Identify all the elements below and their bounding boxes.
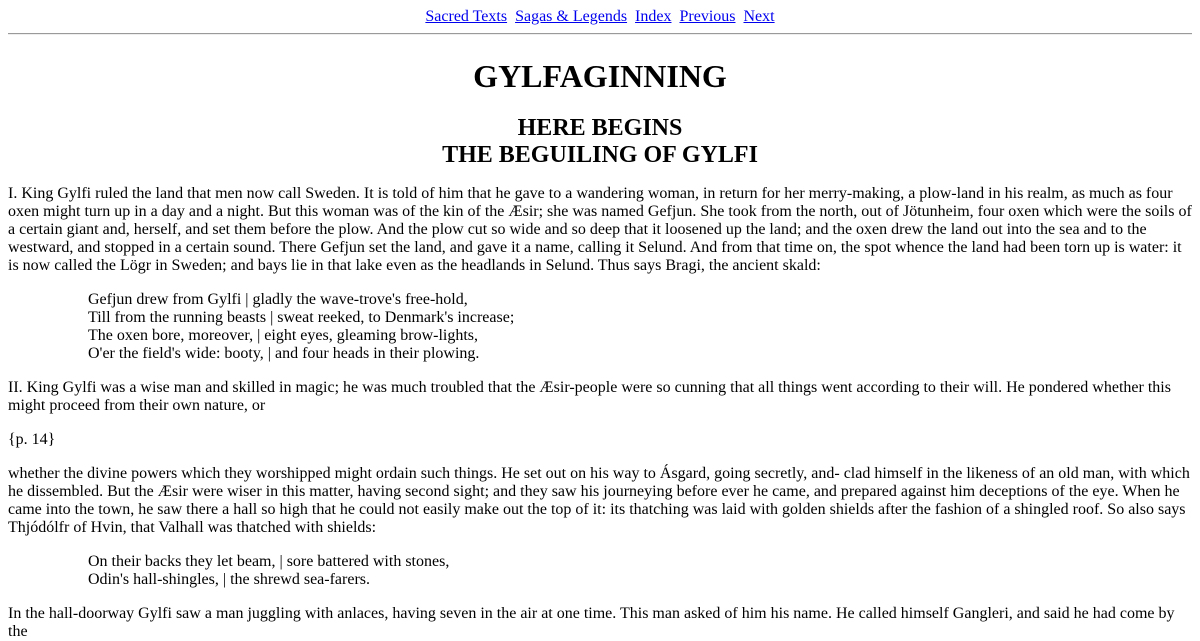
section-heading — [8, 115, 1192, 169]
nav-link-sagas-legends[interactable]: Sagas & Legends — [515, 8, 628, 25]
nav-link-previous[interactable]: Previous — [679, 8, 736, 25]
horizontal-divider — [8, 33, 1192, 35]
verse-block-bragi — [88, 291, 1192, 363]
verse-line: The oxen bore, moreover, | eight eyes, gleaming brow-lights, — [88, 327, 479, 344]
section-heading-line-1: HERE BEGINS — [517, 115, 683, 141]
nav-link-next[interactable]: Next — [743, 8, 775, 25]
verse-block-thjodolfr — [88, 553, 1192, 589]
paragraph-hall-doorway: In the hall-doorway Gylfi saw a man juggling with anlaces, having seven in the air at one time. This man asked of him his name. He called himself Gangleri, and said he had come by the — [8, 605, 1175, 640]
page-title: GYLFAGINNING — [473, 58, 727, 94]
top-navigation — [8, 0, 1192, 27]
verse-line: Gefjun drew from Gylfi | gladly the wave-trove's free-hold, — [88, 291, 468, 308]
verse-line: Odin's hall-shingles, | the shrewd sea-farers. — [88, 571, 371, 588]
verse-line: O'er the field's wide: booty, | and four heads in their plowing. — [88, 345, 480, 362]
paragraph-chapter-2: II. King Gylfi was a wise man and skilled in magic; he was much troubled that the Æsir-people were so cunning that all things went according to their will. He pondered whether this might proceed from their own nature, or — [8, 379, 1171, 414]
paragraph-chapter-1: I. King Gylfi ruled the land that men now call Sweden. It is told of him that he gave to a wandering woman, in return for her merry-making, a plow-land in his realm, as much as four oxen might turn up in a day and a night. But this woman was of the kin of the Æsir; she was named Gefjun. She took from the north, out of Jötunheim, four oxen which were the soils of a certain giant and, herself, and set them before the plow. And the plow cut so wide and so deep that it loosened up the land; and the oxen drew the land out into the sea and to the westward, and stopped in a certain sound. There Gefjun set the land, and gave it a name, calling it Selund. And from that time on, the spot whence the land had been torn up is water: it is now called the Lögr in Sweden; and bays lie in that lake even as the headlands in Selund. Thus says Bragi, the ancient skald: — [8, 185, 1192, 274]
page-number-marker: {p. 14} — [8, 431, 56, 448]
section-heading-line-2: THE BEGUILING OF GYLFI — [442, 142, 758, 168]
nav-link-index[interactable]: Index — [635, 8, 672, 25]
verse-line: Till from the running beasts | sweat reeked, to Denmark's increase; — [88, 309, 515, 326]
nav-link-sacred-texts[interactable]: Sacred Texts — [425, 8, 508, 25]
verse-line: On their backs they let beam, | sore battered with stones, — [88, 553, 450, 570]
paragraph-chapter-2-continued: whether the divine powers which they worshipped might ordain such things. He set out on his way to Ásgard, going secretly, and- clad himself in the likeness of an old man, with which he dissembled. But the Æsir were wiser in this matter, having second sight; and they saw his journeying before ever he came, and prepared against him deceptions of the eye. When he came into the town, he saw there a hall so high that he could not easily make out the top of it: its thatching was laid with golden shields after the fashion of a shingled roof. So also says Thjódólfr of Hvin, that Valhall was thatched with shields: — [8, 465, 1190, 536]
